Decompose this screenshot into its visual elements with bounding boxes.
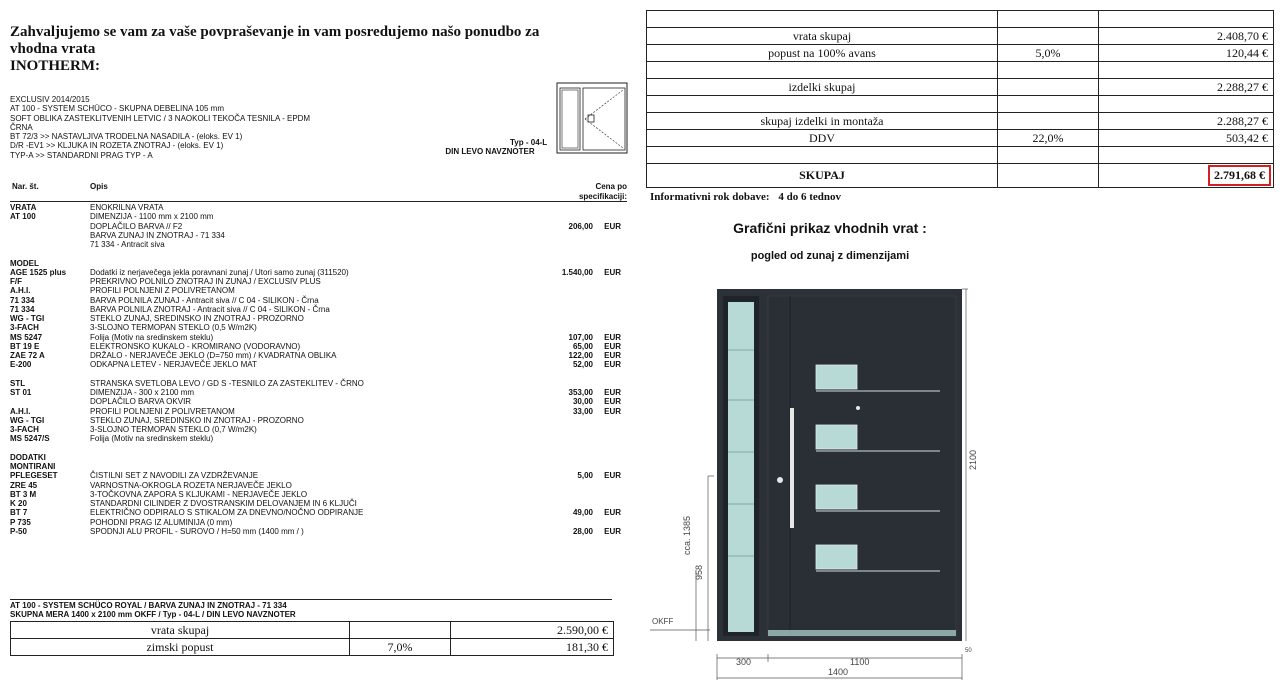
item-code: MODEL — [10, 258, 39, 268]
door-drawing — [650, 280, 1000, 680]
door-glass-panel — [816, 365, 857, 389]
item-code: 3-FACH — [10, 425, 39, 434]
item-desc: STEKLO ZUNAJ, SREDINSKO IN ZNOTRAJ - PROZORNO — [90, 415, 304, 425]
table-row — [647, 113, 1274, 130]
summary-line-1: AT 100 - SYSTEM SCHÜCO ROYAL / BARVA ZUNAJ IN ZNOTRAJ - 71 334 — [10, 601, 287, 610]
item-row — [10, 342, 630, 351]
grand-total-label: SKUPAJ — [647, 164, 998, 188]
table-row — [11, 639, 614, 656]
intro-line-1: Zahvaljujemo se vam za vaše povpraševanje in vam posredujemo našo ponudbo za vhodna vrata — [10, 24, 540, 57]
dim-side: 300 — [736, 657, 752, 667]
table-row — [647, 11, 1274, 28]
dim-offset: 50 — [965, 648, 972, 654]
delivery-info — [650, 191, 841, 203]
item-row — [10, 333, 630, 342]
item-cur: EUR — [604, 221, 621, 231]
total-label: izdelki skupaj — [647, 79, 998, 96]
item-code: WG - TGI — [10, 314, 45, 323]
item-code: STL — [10, 378, 26, 388]
item-price: 30,00 — [572, 397, 593, 407]
dim-handle-height: cca. 1385 — [682, 515, 692, 555]
item-desc: 3-SLOJNO TERMOPAN STEKLO (0,5 W/m2K) — [90, 323, 257, 333]
item-code: F/F — [10, 277, 22, 286]
total-percent: 22,0% — [998, 130, 1099, 147]
item-price: 122,00 — [568, 351, 593, 360]
item-code: 71 334 — [10, 295, 35, 305]
item-row — [10, 296, 630, 305]
door-viewer-icon — [856, 406, 860, 410]
item-price: 206,00 — [568, 221, 593, 231]
item-row — [10, 481, 630, 490]
column-header-price — [579, 182, 627, 202]
item-code: BT 3 M — [10, 489, 37, 499]
total-percent: 7,0% — [350, 639, 451, 656]
item-code: PFLEGESET — [10, 471, 58, 481]
item-row — [10, 388, 630, 397]
item-code: E-200 — [10, 360, 32, 370]
door-glass-panel — [816, 485, 857, 509]
item-row — [10, 249, 630, 258]
total-amount: 181,30 € — [451, 639, 614, 656]
intro-line-2: INOTHERM: — [10, 58, 100, 74]
item-cur: EUR — [604, 388, 621, 397]
spec-line: ČRNA — [10, 122, 33, 132]
header-rule — [10, 201, 627, 202]
summary-text — [10, 601, 296, 619]
total-label: skupaj izdelki in montaža — [647, 113, 998, 130]
item-cur: EUR — [604, 341, 621, 351]
grand-total-cell — [1099, 164, 1274, 188]
item-code: ZAE 72 A — [10, 351, 45, 360]
item-row — [10, 453, 630, 462]
item-row — [10, 434, 630, 443]
item-code: AGE 1525 plus — [10, 267, 67, 277]
delivery-value: 4 do 6 tednov — [778, 191, 841, 203]
grand-total-amount: 2.791,68 € — [1214, 168, 1265, 182]
drawing-title: Grafični prikaz vhodnih vrat : — [733, 220, 927, 236]
item-row — [10, 351, 630, 360]
item-desc: DRŽALO - NERJAVEČE JEKLO (D=750 mm) / KVADRATNA OBLIKA — [90, 351, 337, 360]
table-row — [647, 164, 1274, 188]
right-totals-table — [646, 10, 1274, 188]
door-handle — [790, 408, 794, 528]
table-row — [647, 28, 1274, 45]
item-code: BT 7 — [10, 508, 28, 518]
item-code: ST 01 — [10, 388, 32, 397]
item-row — [10, 416, 630, 425]
item-desc: SPODNJI ALU PROFIL - SUROVO / H=50 mm (1400 mm / ) — [90, 526, 304, 536]
item-row — [10, 277, 630, 286]
table-row — [647, 45, 1274, 62]
total-amount: 2.408,70 € — [1099, 28, 1274, 45]
table-row — [647, 147, 1274, 164]
total-amount: 2.288,27 € — [1099, 113, 1274, 130]
item-row — [10, 240, 630, 249]
item-price: 5,00 — [577, 471, 593, 481]
item-row — [10, 379, 630, 388]
delivery-label: Informativni rok dobave: — [650, 191, 770, 203]
spec-line: EXCLUSIV 2014/2015 — [10, 95, 90, 104]
item-row — [10, 527, 630, 536]
item-desc: ELEKTRONSKO KUKALO - KROMIRANO (VODORAVNO) — [90, 341, 301, 351]
item-code: VRATA — [10, 203, 37, 212]
item-row — [10, 212, 630, 221]
item-row — [10, 203, 630, 212]
spec-line: SOFT OBLIKA ZASTEKLITVENIH LETVIC / 3 NAOKOLI TEKOČA TESNILA - EPDM — [10, 113, 311, 123]
item-code: P-50 — [10, 526, 27, 536]
item-cur: EUR — [604, 360, 621, 370]
item-row — [10, 471, 630, 480]
total-label: vrata skupaj — [647, 28, 998, 45]
item-row — [10, 231, 630, 240]
total-percent: 5,0% — [998, 45, 1099, 62]
item-price: 28,00 — [572, 526, 593, 536]
item-desc: BARVA ZUNAJ IN ZNOTRAJ - 71 334 — [90, 230, 225, 240]
total-percent — [350, 622, 451, 639]
dim-door: 1100 — [850, 657, 870, 667]
door-lock-icon — [777, 477, 783, 483]
total-amount: 2.288,27 € — [1099, 79, 1274, 96]
item-desc: POHODNI PRAG IZ ALUMINIJA (0 mm) — [90, 517, 233, 527]
item-row — [10, 360, 630, 369]
item-desc: 71 334 - Antracit siva — [90, 240, 165, 249]
item-row — [10, 323, 630, 332]
item-code: K 20 — [10, 499, 27, 508]
item-code: MONTIRANI — [10, 462, 56, 471]
total-percent — [998, 113, 1099, 130]
left-totals-table — [10, 621, 614, 656]
item-desc: ENOKRILNA VRATA — [90, 203, 164, 212]
item-desc: Folija (Motiv na sredinskem steklu) — [90, 332, 214, 342]
item-cur: EUR — [604, 332, 621, 342]
item-desc: DOPLAČILO BARVA // F2 — [90, 221, 183, 231]
item-row — [10, 425, 630, 434]
item-desc: ODKAPNA LETEV - NERJAVEČE JEKLO MAT — [90, 360, 257, 370]
item-desc: BARVA POLNILA ZUNAJ - Antracit siva // C 04 - SILIKON - Črna — [90, 295, 319, 305]
item-cur: EUR — [604, 397, 621, 407]
item-price: 52,00 — [572, 360, 593, 370]
item-row — [10, 314, 630, 323]
item-row — [10, 305, 630, 314]
item-code: WG - TGI — [10, 415, 45, 425]
type-code: Typ - 04-L — [510, 138, 548, 147]
item-cur: EUR — [604, 267, 621, 277]
spec-line: D/R -EV1 >> KLJUKA IN ROZETA ZNOTRAJ - (eloks. EV 1) — [10, 141, 224, 151]
item-row — [10, 407, 630, 416]
column-header-price-line-1: Cena po — [595, 182, 627, 191]
item-code: A.H.I. — [10, 286, 31, 296]
item-desc: STRANSKA SVETLOBA LEVO / GD S -TESNILO ZA ZASTEKLITEV - ČRNO — [90, 378, 364, 388]
door-leaf — [768, 296, 956, 636]
item-code: 71 334 — [10, 304, 35, 314]
table-row — [647, 62, 1274, 79]
spec-line: TYP-A >> STANDARDNI PRAG TYP - A — [10, 150, 153, 160]
item-row — [10, 397, 630, 406]
item-desc: STANDARDNI CILINDER Z DVOSTRANSKIM DELOVANJEM IN 6 KLJUČI — [90, 499, 357, 508]
dim-lower: 958 — [694, 564, 704, 580]
item-row — [10, 286, 630, 295]
type-direction: DIN LEVO NAVZNOTER — [445, 147, 535, 156]
total-percent — [998, 164, 1099, 188]
item-code: A.H.I. — [10, 406, 31, 416]
type-label — [390, 138, 590, 156]
item-code: AT 100 — [10, 212, 36, 222]
spec-line: AT 100 - SYSTEM SCHÜCO - SKUPNA DEBELINA 105 mm — [10, 104, 224, 114]
item-row — [10, 222, 630, 231]
total-label: popust na 100% avans — [647, 45, 998, 62]
total-percent — [998, 28, 1099, 45]
item-row — [10, 268, 630, 277]
dim-total: 1400 — [828, 667, 849, 677]
item-desc: DIMENZIJA - 1100 mm x 2100 mm — [90, 212, 214, 222]
item-price: 353,00 — [568, 388, 593, 397]
item-desc: DOPLAČILO BARVA OKVIR — [90, 397, 192, 407]
item-desc: ČISTILNI SET Z NAVODILI ZA VZDRŽEVANJE — [90, 471, 259, 481]
spec-line: BT 72/3 >> NASTAVLJIVA TRODELNA NASADILA - (eloks. EV 1) — [10, 132, 243, 142]
item-code: 3-FACH — [10, 323, 39, 333]
total-amount: 120,44 € — [1099, 45, 1274, 62]
column-header-description: Opis — [90, 182, 108, 191]
item-code: BT 19 E — [10, 341, 40, 351]
item-row — [10, 508, 630, 517]
item-code: ZRE 45 — [10, 480, 38, 490]
item-price: 33,00 — [572, 406, 593, 416]
drawing-subtitle: pogled od zunaj z dimenzijami — [750, 250, 910, 262]
total-label: DDV — [647, 130, 998, 147]
item-row — [10, 462, 630, 471]
item-cur: EUR — [604, 351, 621, 360]
item-price: 1.540,00 — [561, 267, 593, 277]
dim-okff: OKFF — [652, 617, 674, 626]
item-row — [10, 370, 630, 379]
summary-rule — [10, 599, 612, 600]
spec-block — [10, 95, 310, 160]
item-cur: EUR — [604, 526, 621, 536]
item-price: 65,00 — [572, 341, 593, 351]
total-amount: 2.590,00 € — [451, 622, 614, 639]
item-row — [10, 499, 630, 508]
table-row — [647, 96, 1274, 113]
item-desc: 3-TOČKOVNA ZAPORA S KLJUKAMI - NERJAVEČE JEKLO — [90, 489, 308, 499]
item-row — [10, 444, 630, 453]
item-desc: STEKLO ZUNAJ, SREDINSKO IN ZNOTRAJ - PROZORNO — [90, 314, 304, 323]
item-row — [10, 259, 630, 268]
total-label: vrata skupaj — [11, 622, 350, 639]
item-desc: ELEKTRIČNO ODPIRALO S STIKALOM ZA DNEVNO/NOČNO ODPIRANJE — [90, 508, 364, 518]
item-desc: PROFILI POLNJENI Z POLIVRETANOM — [90, 286, 235, 296]
side-light-glass — [728, 302, 754, 632]
item-price: 49,00 — [572, 508, 593, 518]
item-desc: Folija (Motiv na sredinskem steklu) — [90, 434, 214, 444]
total-label: zimski popust — [11, 639, 350, 656]
item-code: P 735 — [10, 517, 31, 527]
item-desc: VARNOSTNA-OKROGLA ROZETA NERJAVEČE JEKLO — [90, 480, 292, 490]
item-code: MS 5247 — [10, 332, 43, 342]
item-desc: DIMENZIJA - 300 x 2100 mm — [90, 388, 195, 397]
summary-line-2: SKUPNA MERA 1400 x 2100 mm OKFF / Typ - 04-L / DIN LEVO NAVZNOTER — [10, 610, 296, 619]
grand-total-highlight — [1208, 165, 1271, 186]
item-desc: PREKRIVNO POLNILO ZNOTRAJ IN ZUNAJ / EXCLUSIV PLUS — [90, 277, 321, 286]
item-cur: EUR — [604, 406, 621, 416]
item-desc: BARVA POLNILA ZNOTRAJ - Antracit siva // C 04 - SILIKON - Črna — [90, 304, 330, 314]
item-code: MS 5247/S — [10, 434, 50, 444]
total-percent — [998, 79, 1099, 96]
item-price: 107,00 — [568, 332, 593, 342]
item-row — [10, 490, 630, 499]
door-glass-panel — [816, 545, 857, 569]
intro-text — [10, 24, 570, 75]
table-row — [11, 622, 614, 639]
item-cur: EUR — [604, 471, 621, 481]
column-header-price-line-2: specifikaciji: — [578, 192, 627, 201]
item-code: DODATKI — [10, 452, 46, 462]
item-cur: EUR — [604, 508, 621, 518]
door-glass-panel — [816, 425, 857, 449]
item-desc: PROFILI POLNJENI Z POLIVRETANOM — [90, 406, 235, 416]
item-desc: Dodatki iz nerjavečega jekla poravnani zunaj / Utori samo zunaj (311520) — [90, 267, 349, 277]
table-row — [647, 130, 1274, 147]
item-row — [10, 518, 630, 527]
dim-height: 2100 — [968, 449, 978, 470]
table-row — [647, 79, 1274, 96]
item-desc: 3-SLOJNO TERMOPAN STEKLO (0,7 W/m2K) — [90, 425, 257, 434]
total-amount: 503,42 € — [1099, 130, 1274, 147]
column-header-code: Nar. št. — [12, 182, 39, 191]
